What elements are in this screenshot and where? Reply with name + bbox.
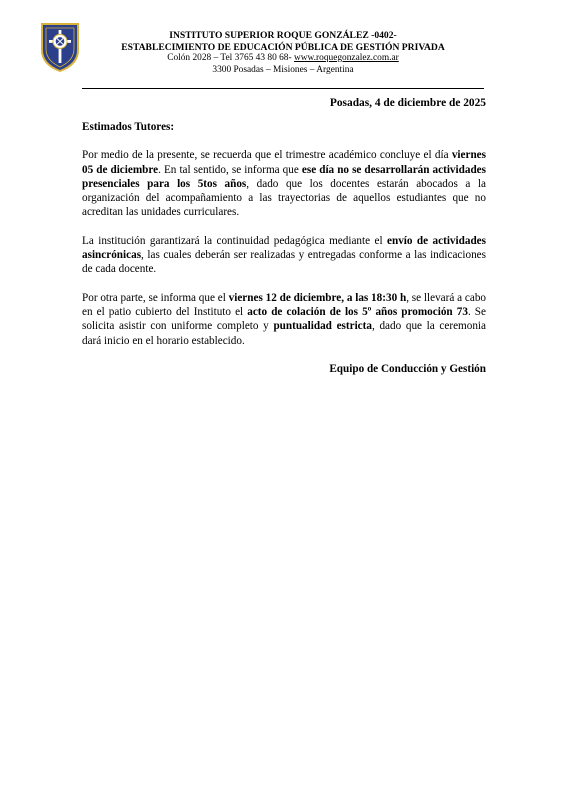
shield-crest-icon	[40, 22, 80, 72]
paragraph-2	[82, 234, 486, 277]
greeting: Estimados Tutores:	[82, 121, 175, 133]
p1-text-3: , dado que los docentes estarán abocados a la organización del acompañamiento a las trayectorias de aquellos estudiantes que no acreditan las unidades curriculares.	[82, 177, 486, 219]
p3-bold-3: puntualidad estricta	[273, 320, 372, 333]
p2-bold-1: envío de actividades asincrónicas	[82, 234, 486, 262]
header-divider	[82, 88, 484, 89]
p3-text-3: . Se solicita asistir con uniforme completo y	[82, 305, 486, 333]
p1-text-1: Por medio de la presente, se recuerda que el trimestre académico concluye el día	[82, 149, 452, 162]
p3-text-2: , se llevará a cabo en el patio cubierto del Instituto el	[82, 291, 487, 318]
letter-body	[82, 120, 486, 376]
institution-name: INSTITUTO SUPERIOR ROQUE GONZÁLEZ -0402-	[169, 30, 397, 41]
contact-line	[96, 53, 470, 65]
city-line: 3300 Posadas – Misiones – Argentina	[212, 64, 354, 75]
letter-date: Posadas, 4 de diciembre de 2025	[329, 97, 486, 109]
address-text: Colón 2028 – Tel 3765 43 80 68-	[167, 53, 294, 63]
paragraph-1	[82, 148, 486, 219]
website-link[interactable]: www.roquegonzalez.com.ar	[293, 53, 399, 63]
paragraph-3	[82, 291, 486, 348]
p1-bold-2: ese día no se desarrollarán actividades presenciales para los 5tos años	[82, 163, 486, 190]
signature: Equipo de Conducción y Gestión	[329, 362, 486, 375]
establishment-type: ESTABLECIMIENTO DE EDUCACIÓN PÚBLICA DE GESTIÓN PRIVADA	[121, 41, 445, 53]
p3-text-1: Por otra parte, se informa que el	[82, 291, 229, 304]
p1-bold-1: viernes 05 de diciembre	[82, 149, 486, 176]
letterhead	[96, 30, 470, 76]
p3-bold-1: viernes 12 de diciembre, a las 18:30 h	[228, 291, 407, 304]
p3-bold-2: acto de colación de los 5º años promoción 73	[247, 305, 468, 318]
p2-text-2: , las cuales deberán ser realizadas y entregadas conforme a las indicaciones de cada docente.	[82, 249, 486, 276]
p3-text-4: , dado que la ceremonia dará inicio en el horario establecido.	[82, 320, 487, 347]
p2-text-1: La institución garantizará la continuidad pedagógica mediante el	[82, 234, 388, 247]
p1-text-2: . En tal sentido, se informa que	[158, 163, 302, 176]
